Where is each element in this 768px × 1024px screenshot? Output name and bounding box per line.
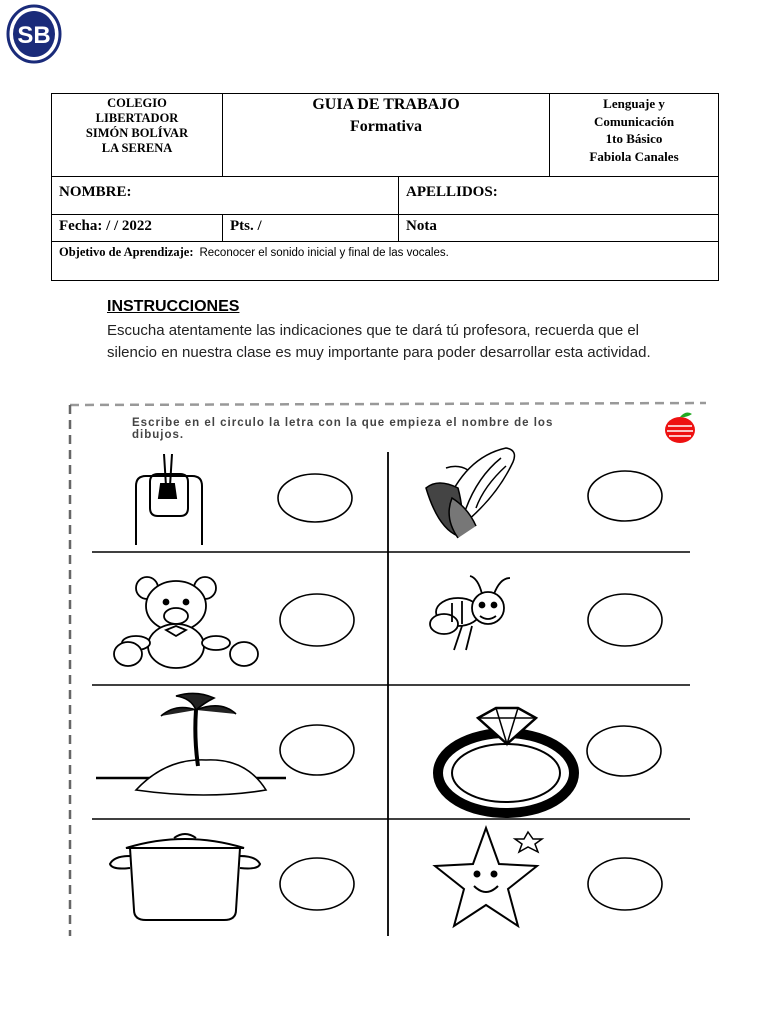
answer-circle[interactable] bbox=[588, 858, 662, 910]
school-line: LA SERENA bbox=[101, 141, 173, 155]
instructions-title: INSTRUCCIONES bbox=[107, 298, 240, 315]
objetivo-label: Objetivo de Aprendizaje: bbox=[59, 245, 194, 259]
answer-circle[interactable] bbox=[280, 858, 354, 910]
school-logo bbox=[6, 4, 62, 64]
subject-line: 1to Básico bbox=[605, 131, 663, 146]
answer-circle[interactable] bbox=[280, 725, 354, 775]
school-line: SIMÓN BOLÍVAR bbox=[85, 126, 189, 140]
answer-circle[interactable] bbox=[587, 726, 661, 776]
star-icon bbox=[435, 828, 542, 926]
answer-circle[interactable] bbox=[278, 474, 352, 522]
answer-circle[interactable] bbox=[280, 594, 354, 646]
school-name-cell bbox=[52, 94, 223, 177]
answer-circle[interactable] bbox=[588, 594, 662, 646]
nota-field[interactable]: Nota bbox=[399, 215, 719, 242]
apellidos-field[interactable]: APELLIDOS: bbox=[399, 177, 719, 215]
instructions-text: Escucha atentamente las indicaciones que te dará tú profesora, recuerda que el silencio en nuestra clase es muy importante para poder desarrollar esta actividad. bbox=[107, 322, 651, 361]
subject-cell bbox=[550, 94, 719, 177]
school-line: LIBERTADOR bbox=[95, 111, 179, 125]
ring-icon bbox=[438, 708, 574, 813]
worksheet-prompt: Escribe en el circulo la letra con la que empieza el nombre de los dibujos. bbox=[132, 417, 554, 441]
subject-line: Fabiola Canales bbox=[589, 148, 679, 164]
nail-icon bbox=[136, 454, 202, 545]
subject-line: Comunicación bbox=[593, 113, 675, 129]
logo-text: SB bbox=[17, 22, 51, 49]
nombre-field[interactable]: NOMBRE: bbox=[52, 177, 399, 215]
island-icon bbox=[96, 693, 286, 795]
fecha-field[interactable]: Fecha: / / 2022 bbox=[52, 215, 223, 242]
school-line: COLEGIO bbox=[107, 96, 167, 110]
worksheet-grid bbox=[66, 398, 706, 936]
pot-icon bbox=[110, 834, 260, 920]
page-subtitle: Formativa bbox=[350, 118, 422, 135]
page-title: GUIA DE TRABAJO bbox=[312, 96, 460, 113]
corn-icon bbox=[426, 448, 514, 538]
dashed-border-top bbox=[70, 403, 706, 405]
header-table bbox=[51, 93, 719, 281]
pts-field[interactable]: Pts. / bbox=[223, 215, 399, 242]
subject-line: Lenguaje y bbox=[603, 96, 665, 111]
bee-icon bbox=[430, 576, 510, 650]
title-cell bbox=[223, 94, 550, 177]
apple-icon bbox=[665, 413, 695, 443]
answer-circle[interactable] bbox=[588, 471, 662, 521]
objetivo-text: Reconocer el sonido inicial y final de las vocales. bbox=[199, 247, 449, 259]
objetivo-cell bbox=[52, 242, 719, 281]
teddy-bear-icon bbox=[114, 577, 258, 668]
